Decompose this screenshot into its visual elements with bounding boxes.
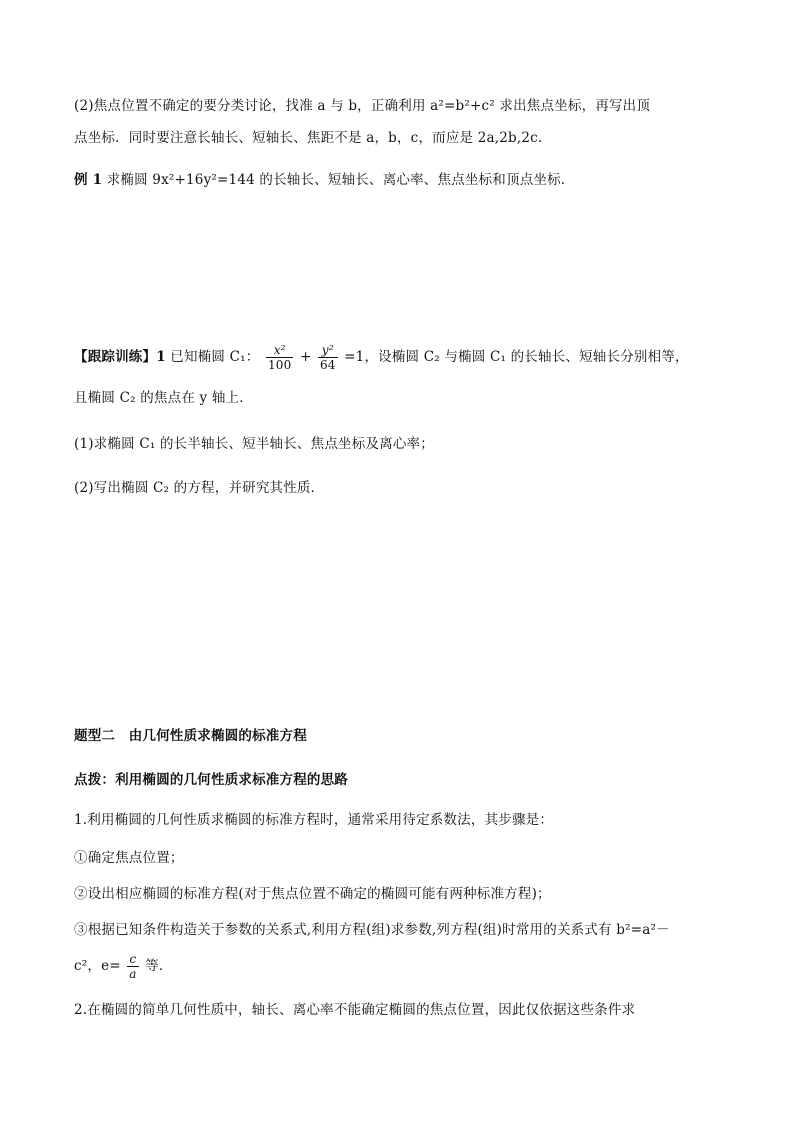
training-question-1: (1)求椭圆 C₁ 的长半轴长、短半轴长、焦点坐标及离心率； [74, 436, 434, 452]
tip-step-3-cont-b: 等． [145, 958, 173, 974]
tip-step-3: ③根据已知条件构造关于参数的关系式,利用方程(组)求参数,列方程(组)时常用的关系式有 b²=a²－ [74, 922, 670, 938]
fraction-x2-over-100 [266, 343, 294, 372]
tip-step-2: ②设出相应椭圆的标准方程(对于焦点位置不确定的椭圆可能有两种标准方程)； [74, 886, 551, 902]
fraction-denominator: 64 [319, 358, 336, 372]
paragraph-note-line1: (2)焦点位置不确定的要分类讨论，找准 a 与 b，正确利用 a²=b²+c² 求出焦点坐标，再写出顶 [74, 98, 651, 114]
training-1-line2: 且椭圆 C₂ 的焦点在 y 轴上． [74, 390, 253, 406]
training-1-line1 [74, 342, 734, 372]
training-text-b: =1，设椭圆 C₂ 与椭圆 C₁ 的长轴长、短轴长分别相等， [344, 349, 689, 365]
training-label: 【跟踪训练】1 [74, 349, 166, 365]
plus-sign: + [299, 349, 312, 365]
tip-step-1: ①确定焦点位置； [74, 850, 184, 866]
tip-point-2: 2.在椭圆的简单几何性质中，轴长、离心率不能确定椭圆的焦点位置，因此仅依据这些条件求 [74, 1002, 636, 1018]
fraction-denominator: a [129, 967, 137, 981]
example-1-label: 例 1 [74, 172, 103, 188]
fraction-numerator: x² [266, 343, 294, 358]
example-1 [74, 170, 734, 190]
tip-step-3-cont-a: c²，e= [74, 958, 121, 974]
training-text-a: 已知椭圆 C₁： [170, 349, 260, 365]
paragraph-note-line2: 点坐标．同时要注意长轴长、短轴长、焦距不是 a，b，c，而应是 2a,2b,2c. [74, 130, 543, 146]
fraction-numerator: c [127, 952, 138, 967]
tip-title: 点拨：利用椭圆的几何性质求标准方程的思路 [74, 772, 348, 788]
tip-point-1: 1.利用椭圆的几何性质求椭圆的标准方程时，通常采用待定系数法，其步骤是： [74, 812, 554, 828]
fraction-numerator: y² [318, 343, 338, 358]
training-question-2: (2)写出椭圆 C₂ 的方程，并研究其性质． [74, 480, 325, 496]
example-1-text: 求椭圆 9x²+16y²=144 的长轴长、短轴长、离心率、焦点坐标和顶点坐标． [106, 172, 575, 188]
fraction-c-over-a [127, 952, 138, 981]
tip-step-3-continued [74, 950, 734, 982]
fraction-denominator: 100 [267, 358, 292, 372]
section-title: 题型二 由几何性质求椭圆的标准方程 [74, 728, 307, 744]
fraction-y2-over-64 [318, 343, 338, 372]
